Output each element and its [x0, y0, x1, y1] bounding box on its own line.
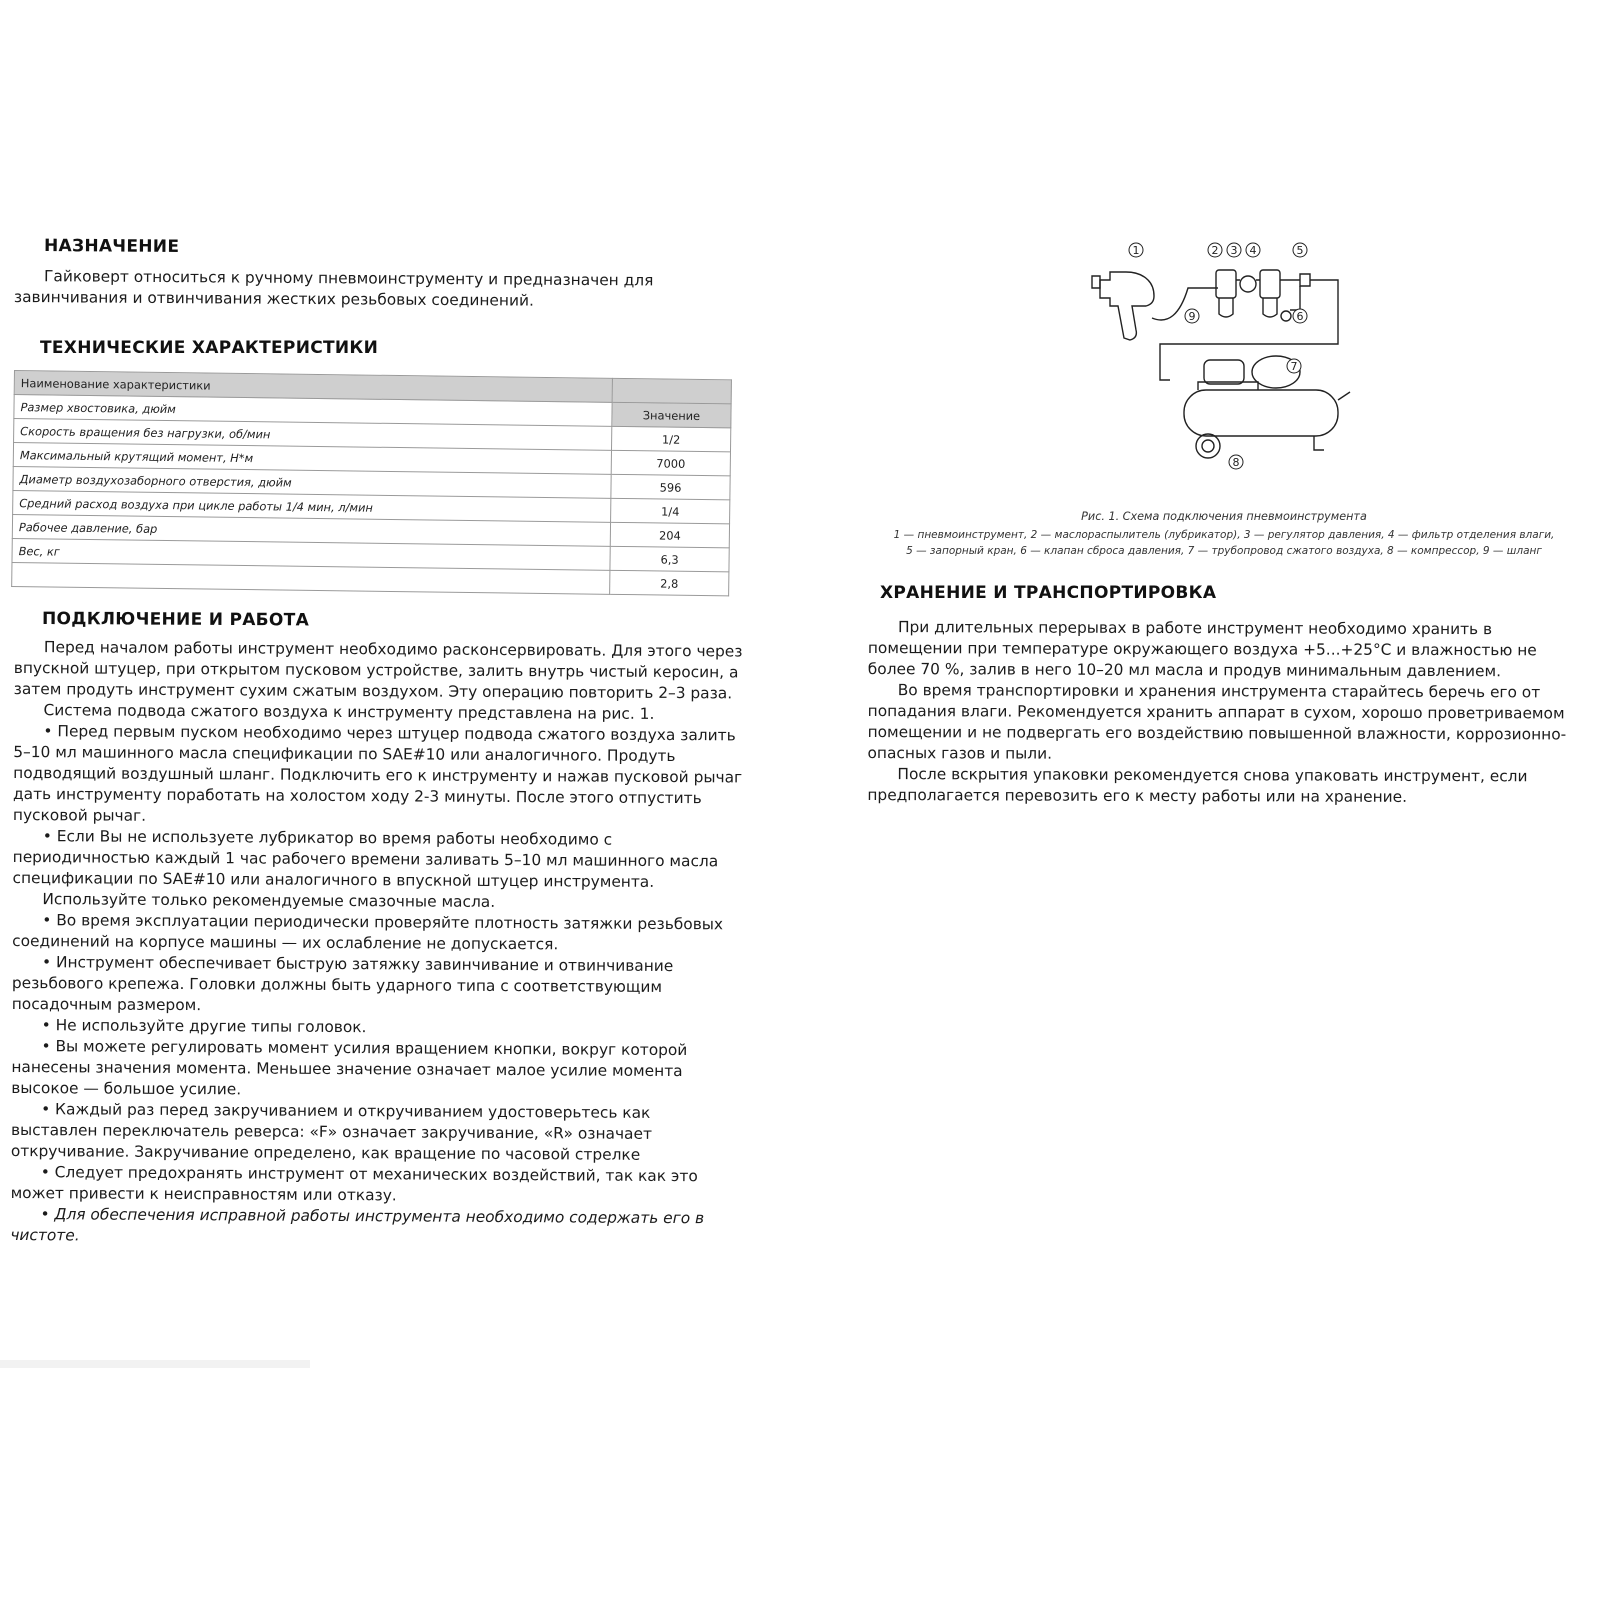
- storage-heading: ХРАНЕНИЕ И ТРАНСПОРТИРОВКА: [880, 583, 1217, 603]
- figure-caption-title: Рис. 1. Схема подключения пневмоинструмента: [1081, 510, 1367, 523]
- connection-paragraph: Система подвода сжатого воздуха к инструменту представлена на рис. 1.: [43, 701, 655, 723]
- spec-value: 1/2: [611, 426, 730, 452]
- specs-heading: ТЕХНИЧЕСКИЕ ХАРАКТЕРИСТИКИ: [40, 338, 379, 358]
- spec-name: Диаметр воздухозаборного отверстия, дюйм: [13, 466, 611, 498]
- connection-bullet: • Для обеспечения исправной работы инструмента необходимо содержать его в чистоте.: [10, 1205, 705, 1245]
- connection-bullet: • Вы можете регулировать момент усилия вращением кнопки, вокруг которой нанесены значения момента. Меньшее значение означает малое усилие момента высокое — большое усилие.: [11, 1037, 688, 1099]
- spec-value: 6,3: [610, 546, 729, 572]
- connection-bullet: • Каждый раз перед закручиванием и откручиванием удостоверьтесь как выставлен переключатель реверса: «F» означает закручивание, «R» означает откручивание. Закручивание определено, как вращение по часовой стрелке: [10, 1100, 653, 1164]
- diagram-label: 8: [1232, 456, 1240, 469]
- table-header-name: Наименование характеристики: [14, 371, 612, 403]
- spec-value: 204: [610, 522, 729, 548]
- figure-legend-line: 5 — запорный кран, 6 — клапан сброса давления, 7 — трубопровод сжатого воздуха, 8 — компрессор, 9 — шланг: [906, 545, 1542, 557]
- table-header-value: Значение: [612, 402, 731, 428]
- figure-1: [868, 240, 1580, 510]
- figure-legend-line: 1 — пневмоинструмент, 2 — маслораспылитель (лубрикатор), 3 — регулятор давления, 4 — фильтр отделения влаги,: [893, 529, 1555, 541]
- storage-body: [867, 617, 1580, 808]
- right-column: [868, 240, 1580, 806]
- spec-name: Максимальный крутящий момент, Н*м: [13, 443, 611, 475]
- spec-value: 2,8: [610, 570, 729, 596]
- connection-bullet: • Следует предохранять инструмент от механических воздействий, так как это может привести к неисправностям или отказу.: [10, 1163, 698, 1205]
- storage-paragraph: При длительных перерывах в работе инструмент необходимо хранить в помещении при температуре окружающего воздуха +5...+25°С и влажностью не более 70 %, залив в него 10–20 мл масла и продув минимальным давлением.: [867, 618, 1537, 681]
- spec-name: Скорость вращения без нагрузки, об/мин: [14, 419, 612, 451]
- connection-bullet: • Во время эксплуатации периодически проверяйте плотность затяжки резьбовых соединений на корпусе машины — их ослабление не допускается.: [12, 911, 724, 954]
- diagram-label: 6: [1296, 310, 1304, 323]
- diagram-label: 7: [1290, 360, 1298, 373]
- spec-value: 1/4: [611, 498, 730, 524]
- diagram-label: 2: [1211, 244, 1219, 257]
- purpose-heading: НАЗНАЧЕНИЕ: [43, 236, 180, 257]
- scan-artifact: [0, 1360, 310, 1368]
- connection-body: [10, 637, 744, 1250]
- spec-name: Рабочее давление, бар: [12, 514, 610, 546]
- left-column: [10, 236, 744, 1246]
- connection-bullet: • Инструмент обеспечивает быструю затяжку завинчивание и отвинчивание резьбового крепежа. Головки должны быть ударного типа с соответствующим посадочным размером.: [11, 953, 674, 1015]
- diagram-label: 9: [1188, 310, 1196, 323]
- diagram-label: 4: [1249, 244, 1257, 257]
- connection-bullet: • Перед первым пуском необходимо через штуцер подвода сжатого воздуха залить 5–10 мл машинного масла спецификации по SAE#10 или аналогичного. Продуть подводящий воздушный шланг. Подключить его к инструменту и нажав пусковой рычаг дать инструменту поработать на холостом ходу 2-3 минуты. После этого отпустить пусковой рычаг.: [12, 722, 743, 825]
- connection-paragraph: Перед началом работы инструмент необходимо расконсервировать. Для этого через впускной штуцер, при открытом пусковом устройстве, залить внутрь чистый керосин, а затем продуть инструмент сухим сжатым воздухом. Эту операцию повторить 2–3 раза.: [13, 638, 743, 703]
- diagram-label: 1: [1132, 244, 1140, 257]
- pneumatic-connection-diagram: [1088, 240, 1368, 480]
- purpose-text: Гайковерт относиться к ручному пневмоинструменту и предназначен для завинчивания и отвинчивания жестких резьбовых соединений.: [13, 267, 654, 310]
- spec-name: Вес, кг: [12, 538, 610, 570]
- diagram-label: 5: [1296, 244, 1304, 257]
- storage-paragraph: После вскрытия упаковки рекомендуется снова упаковать инструмент, если предполагается перевозить его к месту работы или на хранение.: [867, 765, 1528, 806]
- spec-name: Средний расход воздуха при цикле работы 1/4 мин, л/мин: [13, 490, 611, 522]
- specs-table: [11, 370, 732, 596]
- spec-value: 596: [611, 474, 730, 500]
- spec-name: Размер хвостовика, дюйм: [14, 395, 612, 427]
- connection-bullet: • Не используйте другие типы головок.: [41, 1016, 367, 1037]
- figure-caption-legend: [856, 527, 1592, 559]
- connection-bullet: • Если Вы не используете лубрикатор во время работы необходимо с периодичностью каждый 1 час рабочего времени заливать 5–10 мл машинного масла спецификации по SAE#10 или аналогичного в впускной штуцер инструмента.: [12, 827, 719, 891]
- spec-value: 7000: [611, 450, 730, 476]
- connection-paragraph: Используйте только рекомендуемые смазочные масла.: [42, 890, 496, 911]
- diagram-label: 3: [1230, 244, 1238, 257]
- connection-heading: ПОДКЛЮЧЕНИЕ И РАБОТА: [41, 609, 310, 631]
- storage-paragraph: Во время транспортировки и хранения инструмента старайтесь беречь его от попадания влаги. Рекомендуется хранить аппарат в сухом, хорошо проветриваемом помещении и не подвергать его воздействию повышенной влажности, коррозионно-опасных газов и пыли.: [867, 681, 1567, 763]
